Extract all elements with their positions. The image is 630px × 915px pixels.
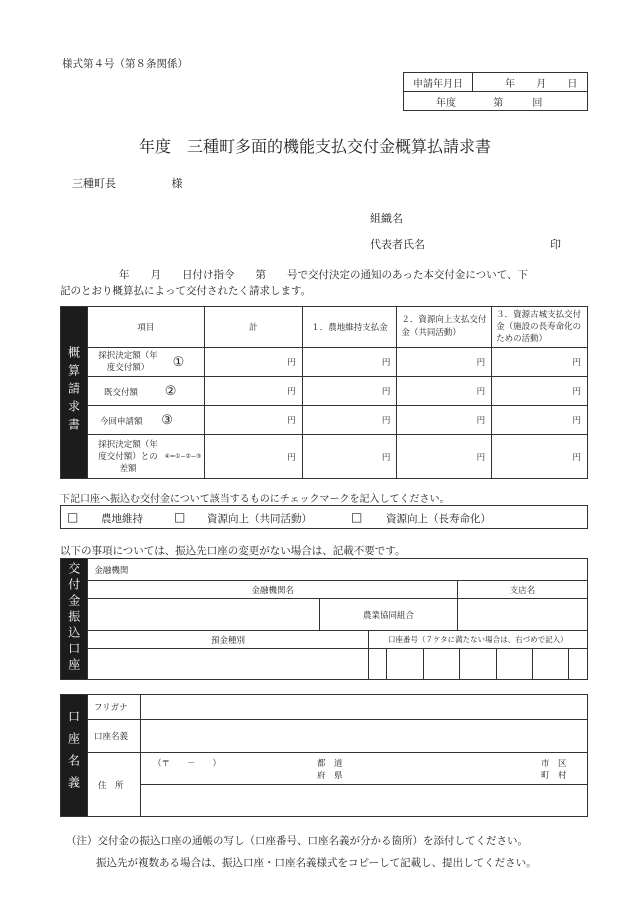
application-date-label: 申請年月日 bbox=[404, 73, 473, 92]
address-divider bbox=[141, 784, 587, 785]
account-digit-box[interactable] bbox=[387, 649, 423, 679]
check-label-farmland: 農地維持 bbox=[101, 513, 143, 525]
holder-name-field[interactable] bbox=[141, 720, 588, 753]
furigana-label: フリガナ bbox=[88, 695, 141, 720]
document-title: 年度 三種町多面的機能支払交付金概算払請求書 bbox=[138, 137, 491, 156]
grant-type-checkboxes bbox=[60, 505, 588, 529]
yen-cell[interactable]: 円 bbox=[397, 348, 492, 377]
yen-cell[interactable]: 円 bbox=[302, 377, 397, 406]
check-instruction: 下記口座へ振込む交付金について該当するものにチェックマークを記入してください。 bbox=[60, 494, 450, 505]
row-label-current: 今回申請額 ③ bbox=[87, 406, 204, 435]
yen-cell[interactable]: 円 bbox=[204, 435, 302, 479]
deposit-type-header: 預金種別 bbox=[88, 631, 368, 649]
fiscal-year-field[interactable]: 年度 第 回 bbox=[404, 92, 588, 111]
yen-cell[interactable]: 円 bbox=[492, 377, 588, 406]
bank-name-header: 金融機関名 bbox=[88, 581, 458, 599]
bank-instruction: 以下の事項については、振込先口座の変更がない場合は、記載不要です。 bbox=[60, 545, 406, 557]
addressee: 三種町長 様 bbox=[72, 177, 183, 190]
header-total: 計 bbox=[204, 307, 302, 348]
account-digit-box[interactable] bbox=[532, 649, 568, 679]
form-number: 様式第４号（第８条関係） bbox=[62, 58, 188, 70]
body-text-line2: 記のとおり概算払によって交付されたく請求します。 bbox=[60, 285, 312, 297]
row-label-difference: 採択決定額（年度交付額）との差額 ④=①−②−③ bbox=[87, 435, 204, 479]
account-number-field[interactable] bbox=[368, 649, 587, 680]
yen-cell[interactable]: 円 bbox=[302, 435, 397, 479]
checkbox-resource-joint[interactable]: □ bbox=[174, 510, 186, 524]
deposit-type-field[interactable] bbox=[88, 649, 368, 680]
bank-name-field[interactable] bbox=[88, 599, 320, 631]
yen-cell[interactable]: 円 bbox=[204, 348, 302, 377]
city-label-1: 市 区 bbox=[541, 759, 567, 769]
agricultural-coop-label: 農業協同組合 bbox=[319, 599, 457, 631]
yen-cell[interactable]: 円 bbox=[492, 435, 588, 479]
postal-code-field[interactable]: （〒 － ） bbox=[153, 759, 222, 769]
yen-cell[interactable]: 円 bbox=[397, 406, 492, 435]
yen-cell[interactable]: 円 bbox=[204, 406, 302, 435]
row-label-paid: 既交付額 ② bbox=[87, 377, 204, 406]
address-field[interactable] bbox=[141, 753, 588, 817]
branch-name-header: 支店名 bbox=[457, 581, 587, 599]
representative-label: 代表者氏名 bbox=[370, 238, 425, 251]
city-label-2: 町 村 bbox=[541, 771, 567, 781]
prefecture-label-1: 都 道 bbox=[317, 759, 343, 769]
yen-cell[interactable]: 円 bbox=[204, 377, 302, 406]
row-label-adopted: 採択決定額（年度交付額） ① bbox=[87, 348, 204, 377]
yen-cell[interactable]: 円 bbox=[302, 406, 397, 435]
request-table bbox=[60, 306, 588, 479]
header-col1: １．農地維持支払金 bbox=[302, 307, 397, 348]
body-text-line1: 年 月 日付け指令 第 号で交付決定の通知のあった本交付金について、下 bbox=[119, 269, 528, 281]
branch-name-field[interactable] bbox=[457, 599, 587, 631]
furigana-field[interactable] bbox=[141, 695, 588, 720]
date-box bbox=[403, 72, 588, 111]
yen-cell[interactable]: 円 bbox=[492, 406, 588, 435]
yen-cell[interactable]: 円 bbox=[492, 348, 588, 377]
header-col2: ２．資源向上支払交付金（共同活動） bbox=[397, 307, 492, 348]
account-digit-box[interactable] bbox=[369, 649, 387, 679]
header-col3: ３．資源古城支払交付金（施設の長寿命化のための活動） bbox=[492, 307, 588, 348]
account-digit-box[interactable] bbox=[460, 649, 496, 679]
bank-side-label: 交付金振込口座 bbox=[61, 559, 88, 680]
organization-label: 組織名 bbox=[370, 212, 403, 225]
bank-account-table bbox=[60, 558, 588, 680]
seal-mark: 印 bbox=[550, 238, 561, 251]
note-multiple-accounts: 振込先が複数ある場合は、振込口座・口座名義様式をコピーして記載し、提出してください。 bbox=[96, 857, 537, 869]
check-label-resource-joint: 資源向上（共同活動） bbox=[207, 513, 312, 525]
check-label-resource-longevity: 資源向上（長寿命化） bbox=[386, 513, 491, 525]
checkbox-farmland[interactable]: □ bbox=[67, 510, 79, 524]
application-date-field[interactable]: 年 月 日 bbox=[473, 73, 588, 92]
account-holder-table bbox=[60, 694, 588, 817]
account-number-header: 口座番号（７ケタに満たない場合は、右づめで記入） bbox=[368, 631, 587, 649]
address-label: 住 所 bbox=[88, 753, 141, 817]
yen-cell[interactable]: 円 bbox=[397, 435, 492, 479]
checkbox-resource-longevity[interactable]: □ bbox=[351, 510, 363, 524]
yen-cell[interactable]: 円 bbox=[302, 348, 397, 377]
prefecture-label-2: 府 県 bbox=[317, 771, 343, 781]
account-digit-boxes bbox=[369, 649, 587, 679]
holder-name-label: 口座名義 bbox=[88, 720, 141, 753]
yen-cell[interactable]: 円 bbox=[397, 377, 492, 406]
account-digit-box[interactable] bbox=[496, 649, 532, 679]
holder-side-label: 口座名義 bbox=[61, 695, 88, 817]
request-side-label: 概算請求書 bbox=[61, 307, 88, 479]
note-attachment: （注）交付金の振込口座の通帳の写し（口座番号、口座名義が分かる箇所）を添付してください。 bbox=[66, 835, 528, 847]
header-item: 項目 bbox=[87, 307, 204, 348]
financial-institution-header: 金融機関 bbox=[88, 559, 588, 581]
account-digit-box[interactable] bbox=[569, 649, 587, 679]
account-digit-box[interactable] bbox=[423, 649, 459, 679]
